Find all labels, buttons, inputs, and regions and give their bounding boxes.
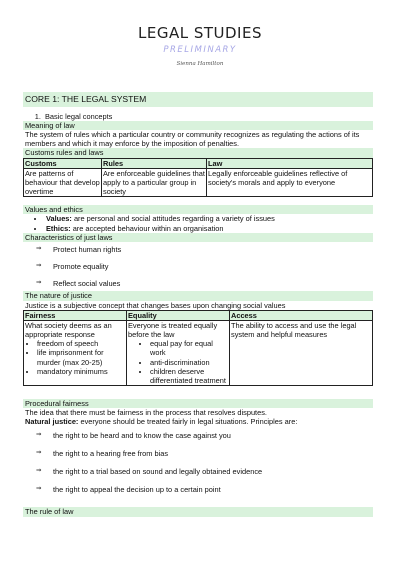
notes-body	[23, 92, 373, 517]
table-cell: Legally enforceable guidelines reflective of society's morals and apply to everyone	[207, 168, 373, 197]
table-header-cell: Equality	[127, 310, 230, 320]
arrow-right-icon: ⇒	[36, 262, 42, 270]
table-header-cell: Fairness	[24, 310, 127, 320]
term-definition: everyone should be treated fairly in legal situations. Principles are:	[78, 417, 298, 427]
list-item	[45, 214, 373, 223]
section-heading-justice: The nature of justice	[23, 291, 373, 300]
table-header-cell: Law	[207, 158, 373, 168]
list-item	[23, 262, 373, 271]
list-item: • life imprisonment for murder (max 20-25)	[37, 348, 125, 366]
list-item	[23, 467, 373, 476]
table-header-cell: Rules	[102, 158, 207, 168]
term-label: Values:	[46, 214, 72, 224]
term-label: Ethics:	[46, 223, 71, 233]
table-header-cell: Customs	[24, 158, 102, 168]
list-item-text: Reflect social values	[53, 279, 121, 289]
list-item: • anti-discrimination	[150, 358, 228, 367]
term-label: Natural justice:	[25, 417, 79, 427]
section-heading-meaning: Meaning of law	[23, 121, 373, 130]
term-definition: are accepted behaviour within an organisation	[70, 223, 224, 233]
customs-table	[23, 158, 373, 198]
section-heading-rule-of-law: The rule of law	[23, 507, 373, 516]
list-item: • equal pay for equal work	[150, 339, 228, 357]
arrow-right-icon: ⇒	[36, 466, 42, 474]
numbered-list	[23, 112, 373, 121]
list-item	[45, 224, 373, 233]
author-name: Sienna Hamilton	[176, 61, 224, 67]
arrow-right-icon: ⇒	[36, 448, 42, 456]
arrow-right-icon: ⇒	[36, 279, 42, 287]
table-header-row	[24, 158, 373, 168]
table-row	[24, 168, 373, 197]
table-cell	[127, 320, 230, 385]
arrow-right-icon: ⇒	[36, 430, 42, 438]
equality-list	[128, 339, 228, 385]
list-item-text: Promote equality	[53, 262, 109, 272]
table-header-row	[24, 310, 373, 320]
table-row	[24, 320, 373, 385]
table-header-cell: Access	[230, 310, 373, 320]
section-heading-procedural: Procedural fairness	[23, 399, 373, 408]
list-item-text: Protect human rights	[53, 244, 122, 254]
table-cell: The ability to access and use the legal system and helpful measures	[230, 320, 373, 385]
list-item-text: the right to appeal the decision up to a certain point	[53, 485, 221, 495]
section-heading-customs: Customs rules and laws	[23, 148, 373, 157]
justice-table	[23, 310, 373, 386]
core-heading: CORE 1: THE LEGAL SYSTEM	[23, 92, 373, 107]
list-item	[23, 485, 373, 494]
cell-text: Everyone is treated equally before the law	[128, 320, 218, 340]
table-cell: Are enforceable guidelines that apply to a particular group in society	[103, 168, 205, 197]
document-subtitle: PRELIMINARY	[163, 45, 237, 55]
section-heading-just-laws: Characteristics of just laws	[23, 233, 373, 242]
list-item	[23, 245, 373, 254]
list-item: • children deserve differentiated treatment	[150, 367, 228, 385]
section-heading-values: Values and ethics	[23, 205, 373, 214]
list-item: • mandatory minimums	[37, 367, 125, 376]
list-item	[23, 449, 373, 458]
list-item-text: the right to a trial based on sound and legally obtained evidence	[53, 466, 263, 476]
list-item: • freedom of speech	[37, 339, 125, 348]
procedural-text: The idea that there must be fairness in the process that resolves disputes.	[25, 408, 267, 418]
document-title: LEGAL STUDIES	[138, 24, 262, 42]
fairness-list	[25, 339, 125, 376]
table-cell: Are patterns of behaviour that develop overtime	[25, 168, 100, 197]
justice-intro: Justice is a subjective concept that changes bases upon changing social values	[25, 300, 286, 310]
list-item	[23, 279, 373, 288]
arrow-right-icon: ⇒	[36, 485, 42, 493]
arrow-right-icon: ⇒	[36, 244, 42, 252]
just-laws-list	[23, 245, 373, 289]
table-cell	[24, 320, 127, 385]
list-item-text: the right to be heard and to know the case against you	[53, 430, 231, 440]
meaning-text: The system of rules which a particular country or community recognizes as regulating the actions of its members and which it may enforce by the imposition of penalties.	[25, 130, 360, 149]
list-item-concepts: 1. Basic legal concepts	[43, 112, 373, 121]
values-list	[23, 214, 373, 232]
term-definition: are personal and social attitudes regarding a variety of issues	[71, 214, 275, 224]
natural-justice-text	[23, 417, 373, 426]
cell-text: What society deems as an appropriate response	[25, 320, 112, 340]
list-item-text: the right to a hearing free from bias	[53, 448, 169, 458]
list-item	[23, 431, 373, 440]
principles-list	[23, 431, 373, 495]
